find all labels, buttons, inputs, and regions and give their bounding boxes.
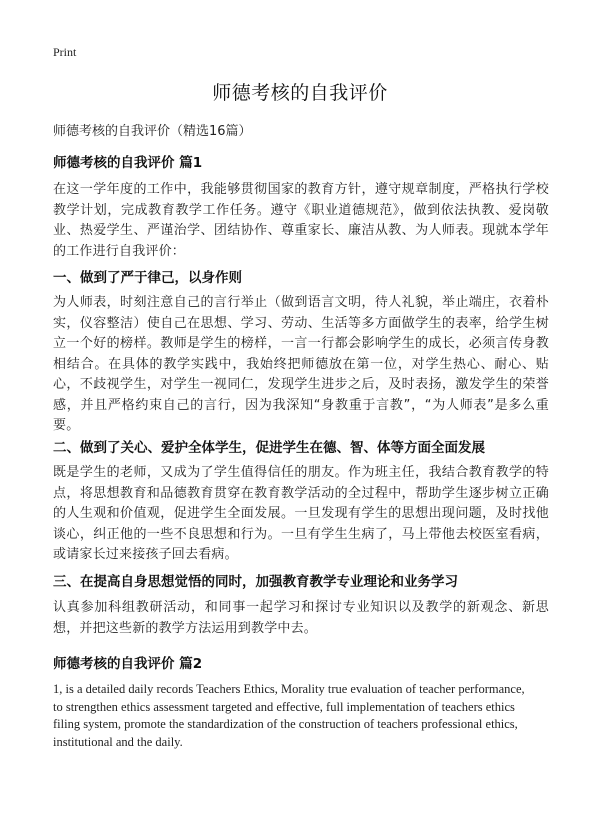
section-paragraph-4: 认真参加科组教研活动，和同事一起学习和探讨专业知识以及教学的新观念、新思想，并把这些新的教学方法运用到教学中去。 bbox=[53, 600, 549, 636]
section-paragraph-5: 1, is a detailed daily records Teachers Ethics, Morality true evaluation of teacher performance, to strengthen ethics assessment targeted and effective, full implementation of teachers ethics filing system, promote the standardization of the construction of teachers professional ethics, institutional and the daily. bbox=[53, 682, 525, 749]
section-paragraph-1: 在这一学年度的工作中，我能够贯彻国家的教育方针，遵守规章制度，严格执行学校教学计划，完成教育教学工作任务。遵守《职业道德规范》，做到依法执教、爱岗敬业、热爱学生、严谨治学、团结协作、尊重家长、廉洁从教、为人师表。现就本学年的工作进行自我评价： bbox=[53, 182, 549, 259]
section-heading-5: 师德考核的自我评价 篇2 bbox=[53, 656, 203, 672]
document-subtitle: 师德考核的自我评价（精选16篇） bbox=[53, 124, 252, 139]
page-title: 师德考核的自我评价 bbox=[212, 82, 388, 104]
section-heading-4: 三、在提高自身思想觉悟的同时，加强教育教学专业理论和业务学习 bbox=[53, 574, 458, 590]
print-label[interactable]: Print bbox=[53, 45, 77, 59]
section-paragraph-2: 为人师表，时刻注意自己的言行举止（做到语言文明，待人礼貌，举止端庄，衣着朴实，仪容整洁）使自己在思想、学习、劳动、生活等多方面做学生的表率，给学生树立一个好的榜样。教师是学生的榜样，一言一行都会影响学生的成长，必须言传身教相结合。在具体的教学实践中，我始终把师德放在第一位，对学生热心、耐心、贴心，不歧视学生，对学生一视同仁，发现学生进步之后，及时表扬，激发学生的荣誉感，并且严格约束自己的言行，因为我深知“身教重于言教”，“为人师表”是多么重要。 bbox=[53, 295, 549, 433]
section-heading-3: 二、做到了关心、爱护全体学生，促进学生在德、智、体等方面全面发展 bbox=[53, 440, 485, 456]
section-paragraph-3: 既是学生的老师，又成为了学生值得信任的朋友。作为班主任，我结合教育教学的特点，将思想教育和品德教育贯穿在教育教学活动的全过程中，帮助学生逐步树立正确的人生观和价值观，促进学生全面发展。一旦发现有学生的思想出现问题，及时找他谈心，纠正他的一些不良思想和行为。一旦有学生生病了，马上带他去校医室看病，或请家长过来接孩子回去看病。 bbox=[53, 465, 549, 562]
section-heading-1: 师德考核的自我评价 篇1 bbox=[53, 155, 203, 171]
section-heading-2: 一、做到了严于律己，以身作则 bbox=[53, 270, 242, 286]
